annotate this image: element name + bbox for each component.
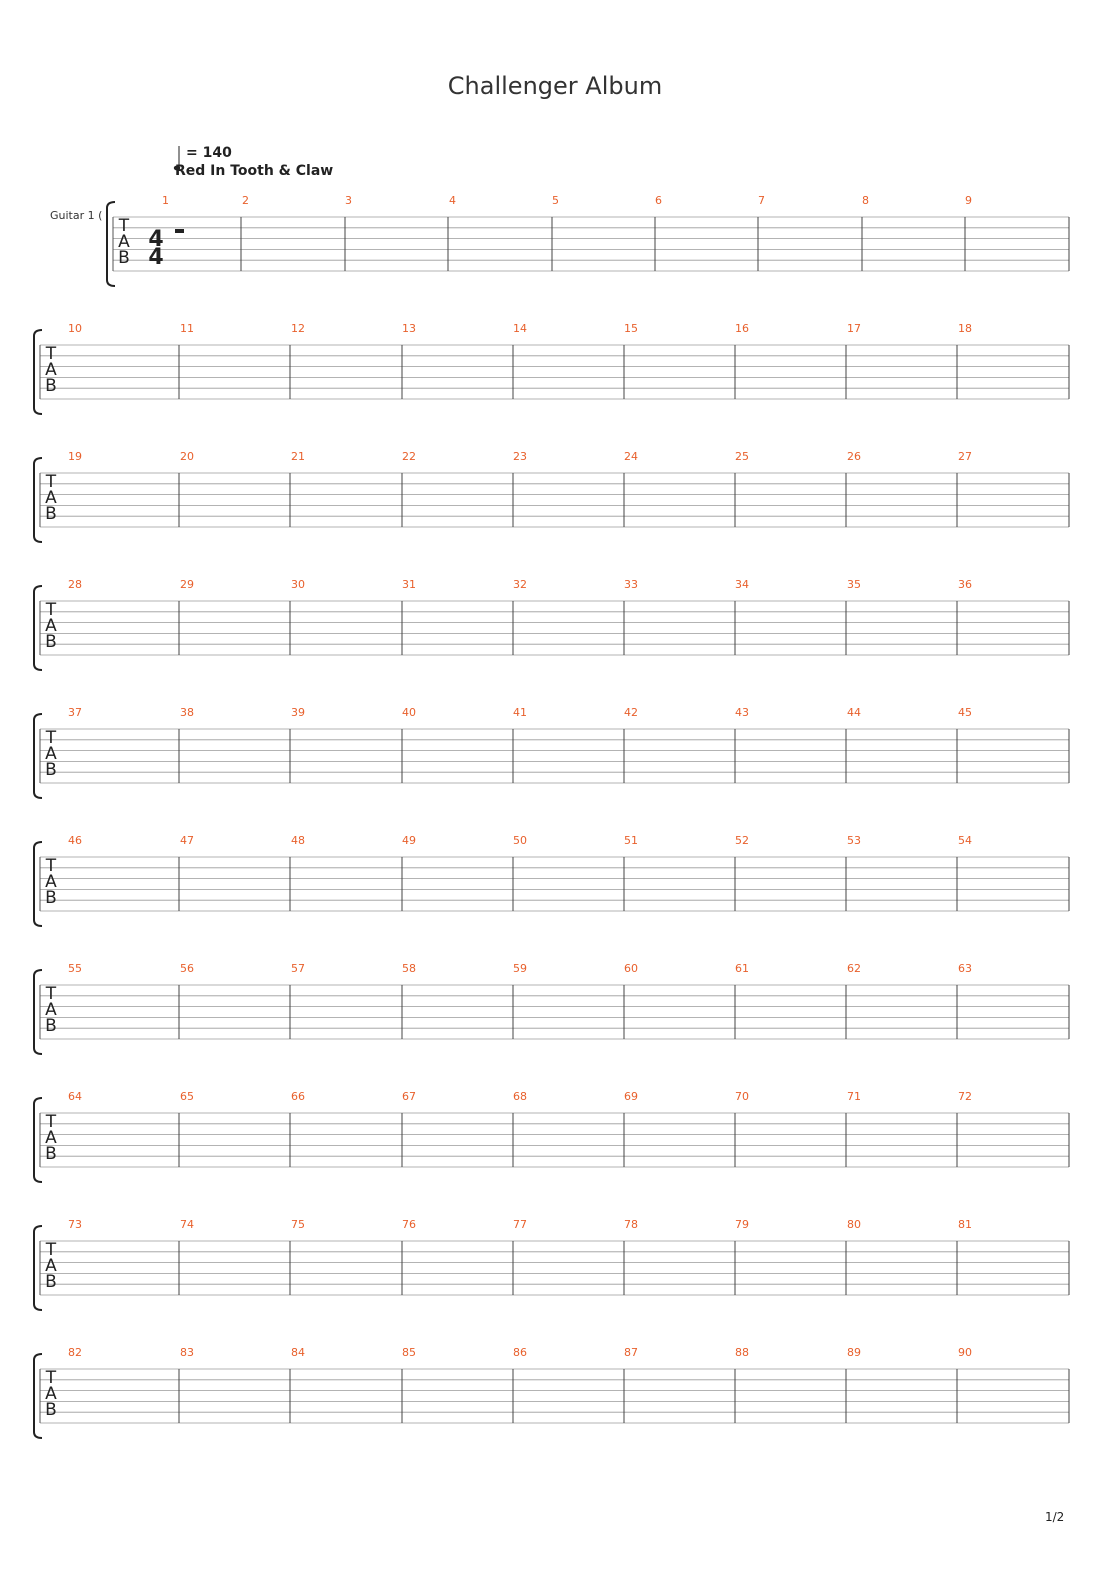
measure-number: 1 <box>162 194 169 207</box>
tab-clef-letter: B <box>45 1144 57 1164</box>
measure-number: 89 <box>847 1346 861 1359</box>
tab-clef-letter: A <box>45 1000 57 1020</box>
tab-clef-letter: B <box>45 760 57 780</box>
measure-number: 19 <box>68 450 82 463</box>
measure-number: 71 <box>847 1090 861 1103</box>
tab-clef-letter: A <box>45 872 57 892</box>
tab-clef-letter: T <box>45 600 57 620</box>
tab-system <box>34 1218 1069 1310</box>
tab-system <box>34 834 1069 926</box>
system-bracket <box>34 1098 42 1182</box>
section-marker: Red In Tooth & Claw <box>175 163 334 179</box>
measure-number: 42 <box>624 706 638 719</box>
tab-clef-letter: B <box>45 376 57 396</box>
measure-number: 17 <box>847 322 861 335</box>
tab-clef-letter: T <box>45 1240 57 1260</box>
tab-clef-letter: B <box>45 504 57 524</box>
tab-clef-letter: A <box>45 1128 57 1148</box>
measure-number: 73 <box>68 1218 82 1231</box>
measure-number: 9 <box>965 194 972 207</box>
measure-number: 82 <box>68 1346 82 1359</box>
tab-system <box>34 706 1069 798</box>
measure-number: 36 <box>958 578 972 591</box>
measure-number: 56 <box>180 962 194 975</box>
system-bracket <box>34 458 42 542</box>
tab-clef-letter: A <box>45 360 57 380</box>
measure-number: 59 <box>513 962 527 975</box>
measure-number: 70 <box>735 1090 749 1103</box>
measure-number: 8 <box>862 194 869 207</box>
measure-number: 69 <box>624 1090 638 1103</box>
measure-number: 2 <box>242 194 249 207</box>
measure-number: 68 <box>513 1090 527 1103</box>
tab-clef-letter: T <box>45 1112 57 1132</box>
tab-clef-letter: T <box>45 856 57 876</box>
tab-system <box>34 450 1069 542</box>
measure-number: 35 <box>847 578 861 591</box>
tab-clef-letter: B <box>118 248 130 268</box>
measure-number: 63 <box>958 962 972 975</box>
system-bracket <box>34 330 42 414</box>
measure-number: 50 <box>513 834 527 847</box>
measure-number: 31 <box>402 578 416 591</box>
measure-number: 24 <box>624 450 638 463</box>
measure-number: 16 <box>735 322 749 335</box>
measure-number: 45 <box>958 706 972 719</box>
measure-number: 34 <box>735 578 749 591</box>
tab-clef-letter: A <box>45 616 57 636</box>
measure-number: 25 <box>735 450 749 463</box>
measure-number: 3 <box>345 194 352 207</box>
measure-number: 75 <box>291 1218 305 1231</box>
tab-clef-letter: T <box>45 984 57 1004</box>
measure-number: 72 <box>958 1090 972 1103</box>
measure-number: 48 <box>291 834 305 847</box>
time-signature-numerator: 4 <box>148 227 164 252</box>
tab-clef-letter: A <box>45 1256 57 1276</box>
measure-number: 20 <box>180 450 194 463</box>
measure-number: 49 <box>402 834 416 847</box>
measure-number: 51 <box>624 834 638 847</box>
measure-number: 44 <box>847 706 861 719</box>
measure-number: 15 <box>624 322 638 335</box>
tab-clef-letter: A <box>118 232 130 252</box>
tab-system <box>34 578 1069 670</box>
tab-system <box>34 1346 1069 1438</box>
measure-number: 7 <box>758 194 765 207</box>
measure-number: 90 <box>958 1346 972 1359</box>
tab-clef-letter: T <box>118 216 130 236</box>
measure-number: 60 <box>624 962 638 975</box>
tab-clef-letter: T <box>45 472 57 492</box>
tab-clef-letter: A <box>45 744 57 764</box>
tab-clef-letter: B <box>45 1016 57 1036</box>
tab-system <box>107 194 1069 286</box>
measure-number: 12 <box>291 322 305 335</box>
measure-number: 74 <box>180 1218 194 1231</box>
measure-number: 54 <box>958 834 972 847</box>
tab-clef-letter: T <box>45 728 57 748</box>
system-bracket <box>34 842 42 926</box>
time-signature-denominator: 4 <box>148 245 164 270</box>
measure-number: 83 <box>180 1346 194 1359</box>
system-bracket <box>34 1226 42 1310</box>
score-title: Challenger Album <box>447 72 663 100</box>
measure-number: 32 <box>513 578 527 591</box>
measure-number: 43 <box>735 706 749 719</box>
measure-number: 78 <box>624 1218 638 1231</box>
measure-number: 87 <box>624 1346 638 1359</box>
measure-number: 46 <box>68 834 82 847</box>
measure-number: 61 <box>735 962 749 975</box>
measure-number: 86 <box>513 1346 527 1359</box>
measure-number: 29 <box>180 578 194 591</box>
measure-number: 33 <box>624 578 638 591</box>
measure-number: 81 <box>958 1218 972 1231</box>
measure-number: 6 <box>655 194 662 207</box>
tab-system <box>34 322 1069 414</box>
measure-number: 65 <box>180 1090 194 1103</box>
measure-number: 79 <box>735 1218 749 1231</box>
system-bracket <box>34 1354 42 1438</box>
measure-number: 52 <box>735 834 749 847</box>
measure-number: 76 <box>402 1218 416 1231</box>
track-name: Guitar 1 ( <box>50 209 103 222</box>
system-bracket <box>34 714 42 798</box>
measure-number: 80 <box>847 1218 861 1231</box>
measure-number: 41 <box>513 706 527 719</box>
tab-system <box>34 962 1069 1054</box>
tab-clef-letter: B <box>45 888 57 908</box>
measure-number: 88 <box>735 1346 749 1359</box>
measure-number: 53 <box>847 834 861 847</box>
measure-number: 23 <box>513 450 527 463</box>
measure-number: 21 <box>291 450 305 463</box>
system-bracket <box>34 586 42 670</box>
measure-number: 27 <box>958 450 972 463</box>
measure-number: 84 <box>291 1346 305 1359</box>
whole-rest-icon <box>175 229 184 233</box>
measure-number: 13 <box>402 322 416 335</box>
system-bracket <box>34 970 42 1054</box>
measure-number: 64 <box>68 1090 82 1103</box>
tab-clef-letter: A <box>45 488 57 508</box>
measure-number: 28 <box>68 578 82 591</box>
system-bracket <box>107 202 115 286</box>
tab-clef-letter: B <box>45 1272 57 1292</box>
measure-number: 47 <box>180 834 194 847</box>
measure-number: 4 <box>449 194 456 207</box>
measure-number: 58 <box>402 962 416 975</box>
measure-number: 57 <box>291 962 305 975</box>
measure-number: 14 <box>513 322 527 335</box>
measure-number: 26 <box>847 450 861 463</box>
measure-number: 11 <box>180 322 194 335</box>
measure-number: 77 <box>513 1218 527 1231</box>
measure-number: 5 <box>552 194 559 207</box>
tab-clef-letter: T <box>45 344 57 364</box>
tab-clef-letter: B <box>45 1400 57 1420</box>
measure-number: 37 <box>68 706 82 719</box>
measure-number: 30 <box>291 578 305 591</box>
measure-number: 55 <box>68 962 82 975</box>
measure-number: 40 <box>402 706 416 719</box>
measure-number: 67 <box>402 1090 416 1103</box>
measure-number: 38 <box>180 706 194 719</box>
tab-clef-letter: A <box>45 1384 57 1404</box>
page-number: 1/2 <box>1045 1510 1065 1524</box>
measure-number: 18 <box>958 322 972 335</box>
tempo-value: = 140 <box>186 145 232 161</box>
measure-number: 85 <box>402 1346 416 1359</box>
tab-clef-letter: B <box>45 632 57 652</box>
measure-number: 39 <box>291 706 305 719</box>
measure-number: 10 <box>68 322 82 335</box>
tab-system <box>34 1090 1069 1182</box>
measure-number: 66 <box>291 1090 305 1103</box>
tab-clef-letter: T <box>45 1368 57 1388</box>
measure-number: 62 <box>847 962 861 975</box>
measure-number: 22 <box>402 450 416 463</box>
